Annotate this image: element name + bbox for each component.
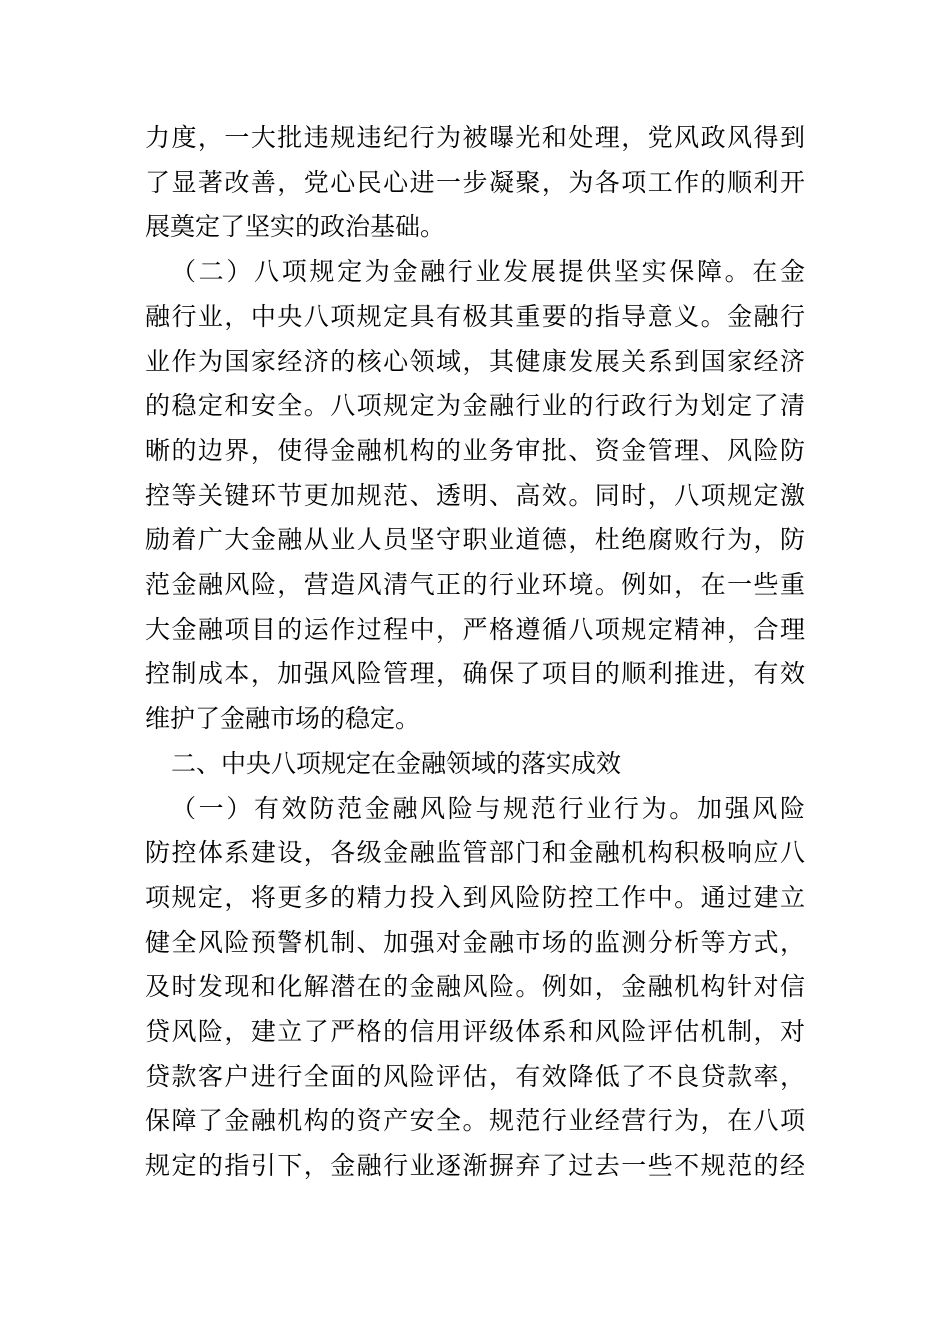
- text-line: （二）八项规定为金融行业发展提供坚实保障。在金: [171, 257, 805, 287]
- text-line: （一）有效防范金融风险与规范行业行为。加强风险: [171, 793, 805, 823]
- text-line: 控等关键环节更加规范、透明、高效。同时，八项规定激: [145, 480, 805, 510]
- text-line: 规定的指引下，金融行业逐渐摒弃了过去一些不规范的经: [145, 1151, 805, 1181]
- text-line: 了显著改善，党心民心进一步凝聚，为各项工作的顺利开: [145, 167, 805, 197]
- text-line: 项规定，将更多的精力投入到风险防控工作中。通过建立: [145, 882, 805, 912]
- text-line: 大金融项目的运作过程中，严格遵循八项规定精神，合理: [145, 614, 805, 644]
- text-line: 健全风险预警机制、加强对金融市场的监测分析等方式，: [145, 927, 805, 957]
- text-line: 贷款客户进行全面的风险评估，有效降低了不良贷款率，: [145, 1061, 805, 1091]
- text-line: 控制成本，加强风险管理，确保了项目的顺利推进，有效: [145, 659, 805, 689]
- text-line: 维护了金融市场的稳定。: [145, 704, 421, 734]
- text-line: 展奠定了坚实的政治基础。: [145, 212, 446, 242]
- text-line: 励着广大金融从业人员坚守职业道德，杜绝腐败行为，防: [145, 525, 805, 555]
- section-heading: 二、中央八项规定在金融领域的落实成效: [171, 748, 622, 778]
- text-line: 防控体系建设，各级金融监管部门和金融机构积极响应八: [145, 838, 805, 868]
- text-line: 力度，一大批违规违纪行为被曝光和处理，党风政风得到: [145, 123, 805, 152]
- text-line: 的稳定和安全。八项规定为金融行业的行政行为划定了清: [145, 391, 805, 421]
- text-line: 贷风险，建立了严格的信用评级体系和风险评估机制，对: [145, 1017, 805, 1046]
- text-line: 范金融风险，营造风清气正的行业环境。例如，在一些重: [145, 570, 805, 599]
- text-line: 晰的边界，使得金融机构的业务审批、资金管理、风险防: [145, 435, 805, 465]
- text-line: 保障了金融机构的资产安全。规范行业经营行为，在八项: [145, 1106, 805, 1136]
- text-line: 融行业，中央八项规定具有极其重要的指导意义。金融行: [145, 301, 805, 331]
- text-line: 及时发现和化解潜在的金融风险。例如，金融机构针对信: [145, 972, 805, 1002]
- text-line: 业作为国家经济的核心领域，其健康发展关系到国家经济: [145, 346, 805, 376]
